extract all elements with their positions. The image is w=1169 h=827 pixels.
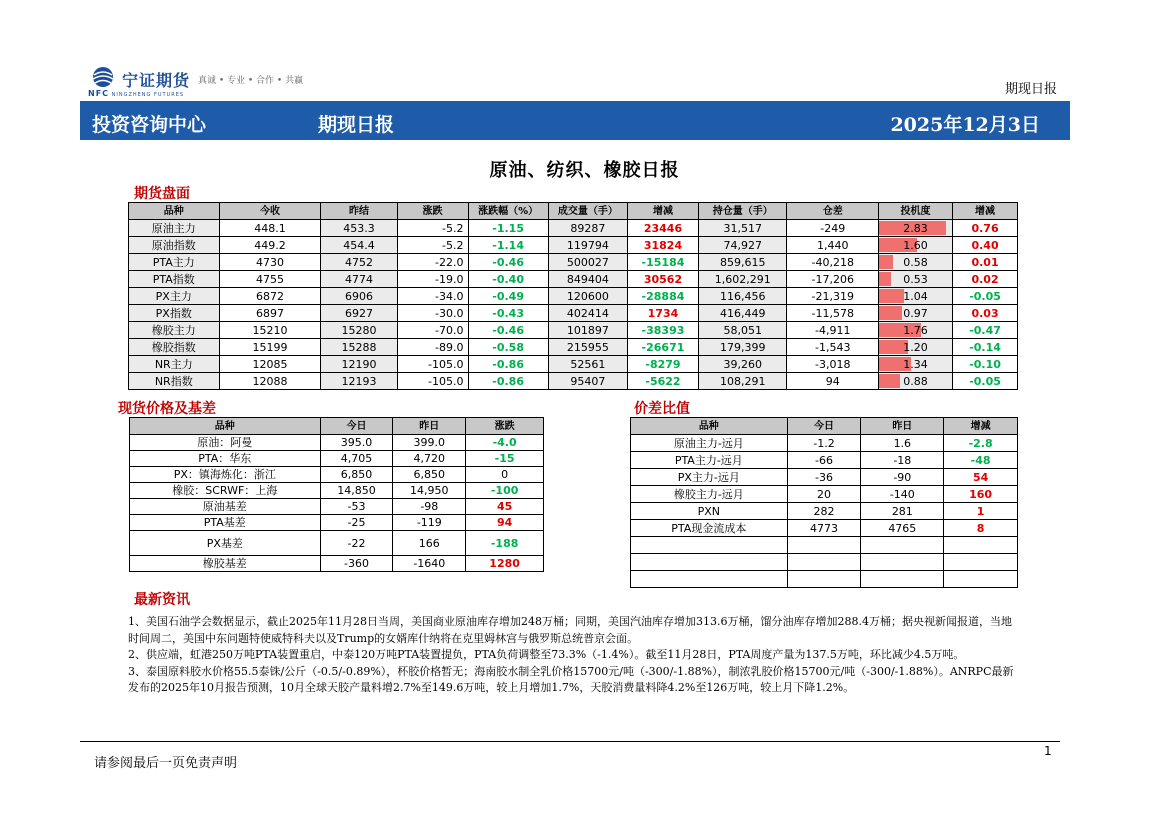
yesterday-cell: 4,720 <box>393 451 466 467</box>
spot-column-header: 品种 <box>130 418 321 435</box>
spread-name-cell: PXN <box>631 503 788 520</box>
speculation-value: 0.97 <box>903 306 928 320</box>
today-cell: 20 <box>787 486 861 503</box>
speculation-change-cell: 0.03 <box>953 305 1018 322</box>
prev-settle-cell: 12190 <box>321 356 397 373</box>
open-interest-cell: 416,449 <box>698 305 786 322</box>
futures-name-cell: PTA指数 <box>129 271 220 288</box>
empty-cell <box>787 537 861 554</box>
speculation-cell <box>879 271 953 288</box>
futures-row <box>129 288 1018 305</box>
spread-row <box>631 486 1018 503</box>
futures-row <box>129 339 1018 356</box>
speculation-value: 0.58 <box>903 255 928 269</box>
speculation-cell <box>879 356 953 373</box>
change-cell: -5.2 <box>397 237 468 254</box>
logo-name: 宁证期货 <box>122 71 191 90</box>
change-cell: -89.0 <box>397 339 468 356</box>
change-pct-cell: -1.15 <box>468 220 548 237</box>
spot-name-cell: 橡胶：SCRWF：上海 <box>130 483 321 499</box>
change-pct-cell: -0.49 <box>468 288 548 305</box>
empty-cell <box>631 537 788 554</box>
prev-settle-cell: 6906 <box>321 288 397 305</box>
close-cell: 15210 <box>219 322 321 339</box>
spot-table <box>129 417 544 572</box>
close-cell: 4730 <box>219 254 321 271</box>
open-interest-cell: 39,260 <box>698 356 786 373</box>
volume-cell: 215955 <box>548 339 627 356</box>
volume-cell: 402414 <box>548 305 627 322</box>
yesterday-cell: 399.0 <box>393 435 466 451</box>
change-cell: -188 <box>466 531 544 556</box>
today-cell: 14,850 <box>320 483 393 499</box>
volume-change-cell: 30562 <box>627 271 698 288</box>
volume-cell: 120600 <box>548 288 627 305</box>
logo-abbr: NFC <box>88 89 110 98</box>
open-interest-cell: 179,399 <box>698 339 786 356</box>
yesterday-cell: -90 <box>861 469 944 486</box>
speculation-cell <box>879 288 953 305</box>
volume-cell: 101897 <box>548 322 627 339</box>
yesterday-cell: -119 <box>393 515 466 531</box>
speculation-value: 1.04 <box>903 289 928 303</box>
change-cell: -15 <box>466 451 544 467</box>
spot-row <box>130 467 544 483</box>
speculation-value: 1.60 <box>903 238 928 252</box>
spread-empty-row <box>631 537 1018 554</box>
spread-row <box>631 435 1018 452</box>
futures-row <box>129 220 1018 237</box>
spread-name-cell: 橡胶主力-远月 <box>631 486 788 503</box>
news-section-title: 最新资讯 <box>134 592 190 608</box>
spot-row <box>130 515 544 531</box>
volume-change-cell: 1734 <box>627 305 698 322</box>
change-pct-cell: -0.46 <box>468 322 548 339</box>
yesterday-cell: 14,950 <box>393 483 466 499</box>
today-cell: 6,850 <box>320 467 393 483</box>
spot-header-row <box>130 418 544 435</box>
futures-name-cell: PX指数 <box>129 305 220 322</box>
spot-column-header: 今日 <box>320 418 393 435</box>
spot-row <box>130 435 544 451</box>
change-cell: 94 <box>466 515 544 531</box>
today-cell: -360 <box>320 556 393 572</box>
volume-cell: 95407 <box>548 373 627 390</box>
speculation-change-cell: 0.40 <box>953 237 1018 254</box>
news-item: 1、美国石油学会数据显示，截止2025年11月28日当周，美国商业原油库存增加248万桶；同期，美国汽油库存增加313.6万桶，馏分油库存增加288.4万桶；据央视新闻报道，当地时间周二，美国中东问题特使威特科夫以及Trump的女婿库什纳将在克里姆林宫与俄罗斯总统普京会面。 <box>128 615 1012 645</box>
futures-column-header: 持仓量（手） <box>698 203 786 220</box>
volume-cell: 89287 <box>548 220 627 237</box>
close-cell: 448.1 <box>219 220 321 237</box>
futures-name-cell: NR主力 <box>129 356 220 373</box>
close-cell: 15199 <box>219 339 321 356</box>
today-cell: 4773 <box>787 520 861 537</box>
change-cell: 0 <box>466 467 544 483</box>
spot-row <box>130 531 544 556</box>
today-cell: -25 <box>320 515 393 531</box>
today-cell: 4,705 <box>320 451 393 467</box>
spot-row <box>130 556 544 572</box>
spot-name-cell: PTA：华东 <box>130 451 321 467</box>
futures-row <box>129 271 1018 288</box>
oi-diff-cell: -21,319 <box>787 288 879 305</box>
futures-row <box>129 373 1018 390</box>
speculation-cell <box>879 322 953 339</box>
futures-table <box>128 202 1018 390</box>
futures-header-row <box>129 203 1018 220</box>
oi-diff-cell: 1,440 <box>787 237 879 254</box>
volume-change-cell: 31824 <box>627 237 698 254</box>
prev-settle-cell: 4774 <box>321 271 397 288</box>
spread-column-header: 品种 <box>631 418 788 435</box>
spread-row <box>631 469 1018 486</box>
change-pct-cell: -1.14 <box>468 237 548 254</box>
yesterday-cell: 4765 <box>861 520 944 537</box>
spot-column-header: 昨日 <box>393 418 466 435</box>
company-logo <box>88 66 348 96</box>
change-cell: -105.0 <box>397 373 468 390</box>
change-cell: -48 <box>944 452 1018 469</box>
doc-type-tag: 期现日报 <box>1004 82 1057 97</box>
spread-section-title: 价差比值 <box>634 401 690 417</box>
change-cell: -30.0 <box>397 305 468 322</box>
change-pct-cell: -0.86 <box>468 373 548 390</box>
today-cell: -36 <box>787 469 861 486</box>
spread-column-header: 昨日 <box>861 418 944 435</box>
speculation-change-cell: 0.02 <box>953 271 1018 288</box>
speculation-bar <box>879 306 902 320</box>
spread-name-cell: 原油主力-远月 <box>631 435 788 452</box>
speculation-cell <box>879 254 953 271</box>
futures-row <box>129 254 1018 271</box>
empty-cell <box>861 554 944 571</box>
logo-slogan: 真诚 • 专业 • 合作 • 共赢 <box>198 76 304 86</box>
yesterday-cell: 281 <box>861 503 944 520</box>
volume-change-cell: 23446 <box>627 220 698 237</box>
open-interest-cell: 58,051 <box>698 322 786 339</box>
volume-change-cell: -15184 <box>627 254 698 271</box>
banner-date: 2025年12月3日 <box>890 114 1040 136</box>
footer-disclaimer: 请参阅最后一页免责声明 <box>94 756 238 771</box>
futures-column-header: 仓差 <box>787 203 879 220</box>
change-cell: 1 <box>944 503 1018 520</box>
yesterday-cell: 1.6 <box>861 435 944 452</box>
change-pct-cell: -0.86 <box>468 356 548 373</box>
today-cell: -1.2 <box>787 435 861 452</box>
spot-name-cell: 橡胶基差 <box>130 556 321 572</box>
change-cell: -19.0 <box>397 271 468 288</box>
speculation-change-cell: -0.05 <box>953 373 1018 390</box>
empty-cell <box>787 554 861 571</box>
volume-cell: 52561 <box>548 356 627 373</box>
spread-row <box>631 503 1018 520</box>
prev-settle-cell: 453.3 <box>321 220 397 237</box>
volume-change-cell: -28884 <box>627 288 698 305</box>
futures-column-header: 涨跌幅（%） <box>468 203 548 220</box>
volume-cell: 119794 <box>548 237 627 254</box>
spread-row <box>631 520 1018 537</box>
spot-section-title: 现货价格及基差 <box>118 401 216 417</box>
change-pct-cell: -0.40 <box>468 271 548 288</box>
banner-department: 投资咨询中心 <box>92 114 207 136</box>
page-number: 1 <box>1044 744 1052 758</box>
yesterday-cell: -18 <box>861 452 944 469</box>
logo-english-name: NINGZHENG FUTURES <box>111 92 185 98</box>
change-pct-cell: -0.58 <box>468 339 548 356</box>
spot-name-cell: PX：镇海炼化：浙江 <box>130 467 321 483</box>
header-banner <box>80 101 1070 140</box>
futures-column-header: 品种 <box>129 203 220 220</box>
futures-column-header: 增减 <box>627 203 698 220</box>
yesterday-cell: 166 <box>393 531 466 556</box>
empty-cell <box>861 571 944 588</box>
spread-header-row <box>631 418 1018 435</box>
spot-name-cell: PX基差 <box>130 531 321 556</box>
footer-divider <box>80 741 1060 742</box>
oi-diff-cell: -1,543 <box>787 339 879 356</box>
close-cell: 449.2 <box>219 237 321 254</box>
speculation-cell <box>879 373 953 390</box>
futures-column-header: 今收 <box>219 203 321 220</box>
oi-diff-cell: -11,578 <box>787 305 879 322</box>
empty-cell <box>631 571 788 588</box>
change-cell: -5.2 <box>397 220 468 237</box>
yesterday-cell: -98 <box>393 499 466 515</box>
close-cell: 12088 <box>219 373 321 390</box>
change-cell: 54 <box>944 469 1018 486</box>
speculation-change-cell: -0.05 <box>953 288 1018 305</box>
open-interest-cell: 859,615 <box>698 254 786 271</box>
spot-row <box>130 451 544 467</box>
yesterday-cell: -140 <box>861 486 944 503</box>
speculation-change-cell: -0.47 <box>953 322 1018 339</box>
yesterday-cell: 6,850 <box>393 467 466 483</box>
speculation-value: 1.20 <box>903 340 928 354</box>
futures-row <box>129 305 1018 322</box>
open-interest-cell: 1,602,291 <box>698 271 786 288</box>
change-cell: -105.0 <box>397 356 468 373</box>
change-pct-cell: -0.43 <box>468 305 548 322</box>
volume-change-cell: -38393 <box>627 322 698 339</box>
futures-name-cell: 橡胶指数 <box>129 339 220 356</box>
change-cell: -70.0 <box>397 322 468 339</box>
futures-name-cell: 原油主力 <box>129 220 220 237</box>
speculation-change-cell: 0.76 <box>953 220 1018 237</box>
empty-cell <box>944 537 1018 554</box>
spot-name-cell: PTA基差 <box>130 515 321 531</box>
open-interest-cell: 116,456 <box>698 288 786 305</box>
futures-column-header: 涨跌 <box>397 203 468 220</box>
futures-row <box>129 322 1018 339</box>
speculation-value: 1.34 <box>903 357 928 371</box>
volume-change-cell: -26671 <box>627 339 698 356</box>
change-cell: -2.8 <box>944 435 1018 452</box>
volume-change-cell: -5622 <box>627 373 698 390</box>
spread-row <box>631 452 1018 469</box>
report-title: 原油、纺织、橡胶日报 <box>489 160 680 181</box>
spread-name-cell: PTA现金流成本 <box>631 520 788 537</box>
futures-column-header: 增减 <box>953 203 1018 220</box>
speculation-value: 0.88 <box>903 374 928 388</box>
futures-row <box>129 237 1018 254</box>
spot-name-cell: 原油基差 <box>130 499 321 515</box>
volume-change-cell: -8279 <box>627 356 698 373</box>
speculation-change-cell: -0.10 <box>953 356 1018 373</box>
change-cell: 1280 <box>466 556 544 572</box>
news-item: 3、泰国原料胶水价格55.5泰铢/公斤（-0.5/-0.89%），杯胶价格暂无；海南胶水制全乳价格15700元/吨（-300/-1.88%），制浓乳胶价格15700元/吨（-300/-1.88%）。ANRPC最新发布的2025年10月报告预测，10月全球天胶产量料增2.7%至149.6万吨，较上月增加1.7%，天胶消费量料降4.2%至126万吨，较上月下降1.2%。 <box>128 664 1014 694</box>
prev-settle-cell: 12193 <box>321 373 397 390</box>
futures-name-cell: 原油指数 <box>129 237 220 254</box>
prev-settle-cell: 454.4 <box>321 237 397 254</box>
spread-column-header: 增减 <box>944 418 1018 435</box>
close-cell: 6872 <box>219 288 321 305</box>
change-cell: -22.0 <box>397 254 468 271</box>
speculation-cell <box>879 220 953 237</box>
today-cell: -22 <box>320 531 393 556</box>
oi-diff-cell: 94 <box>787 373 879 390</box>
empty-cell <box>944 554 1018 571</box>
empty-cell <box>861 537 944 554</box>
spread-table <box>630 417 1018 588</box>
close-cell: 4755 <box>219 271 321 288</box>
yesterday-cell: -1640 <box>393 556 466 572</box>
news-list <box>128 614 1018 697</box>
change-cell: 8 <box>944 520 1018 537</box>
spread-name-cell: PX主力-远月 <box>631 469 788 486</box>
futures-column-header: 投机度 <box>879 203 953 220</box>
spot-row <box>130 499 544 515</box>
prev-settle-cell: 6927 <box>321 305 397 322</box>
speculation-bar <box>879 289 904 303</box>
banner-report-type: 期现日报 <box>318 114 395 136</box>
futures-name-cell: PTA主力 <box>129 254 220 271</box>
spot-column-header: 涨跌 <box>466 418 544 435</box>
spot-name-cell: 原油：阿曼 <box>130 435 321 451</box>
futures-column-header: 昨结 <box>321 203 397 220</box>
empty-cell <box>787 571 861 588</box>
open-interest-cell: 74,927 <box>698 237 786 254</box>
futures-column-header: 成交量（手） <box>548 203 627 220</box>
speculation-bar <box>879 272 891 286</box>
open-interest-cell: 31,517 <box>698 220 786 237</box>
spot-row <box>130 483 544 499</box>
speculation-cell <box>879 237 953 254</box>
today-cell: -53 <box>320 499 393 515</box>
speculation-cell <box>879 339 953 356</box>
empty-cell <box>944 571 1018 588</box>
speculation-change-cell: -0.14 <box>953 339 1018 356</box>
spread-empty-row <box>631 571 1018 588</box>
spread-empty-row <box>631 554 1018 571</box>
oi-diff-cell: -17,206 <box>787 271 879 288</box>
change-cell: -34.0 <box>397 288 468 305</box>
speculation-value: 1.76 <box>903 323 928 337</box>
today-cell: 395.0 <box>320 435 393 451</box>
spread-name-cell: PTA主力-远月 <box>631 452 788 469</box>
open-interest-cell: 108,291 <box>698 373 786 390</box>
close-cell: 6897 <box>219 305 321 322</box>
speculation-value: 2.83 <box>903 221 928 235</box>
prev-settle-cell: 15288 <box>321 339 397 356</box>
speculation-value: 0.53 <box>903 272 928 286</box>
change-cell: 45 <box>466 499 544 515</box>
change-pct-cell: -0.46 <box>468 254 548 271</box>
today-cell: -66 <box>787 452 861 469</box>
oi-diff-cell: -249 <box>787 220 879 237</box>
volume-cell: 849404 <box>548 271 627 288</box>
empty-cell <box>631 554 788 571</box>
oi-diff-cell: -40,218 <box>787 254 879 271</box>
volume-cell: 500027 <box>548 254 627 271</box>
speculation-bar <box>879 255 893 269</box>
futures-name-cell: NR指数 <box>129 373 220 390</box>
spread-column-header: 今日 <box>787 418 861 435</box>
prev-settle-cell: 4752 <box>321 254 397 271</box>
speculation-cell <box>879 305 953 322</box>
today-cell: 282 <box>787 503 861 520</box>
speculation-change-cell: 0.01 <box>953 254 1018 271</box>
change-cell: 160 <box>944 486 1018 503</box>
speculation-bar <box>879 374 900 388</box>
oi-diff-cell: -4,911 <box>787 322 879 339</box>
prev-settle-cell: 15280 <box>321 322 397 339</box>
futures-row <box>129 356 1018 373</box>
futures-section-title: 期货盘面 <box>134 186 190 202</box>
news-item: 2、供应端，虹港250万吨PTA装置重启，中泰120万吨PTA装置提负，PTA负荷调整至73.3%（-1.4%）。截至11月28日，PTA周度产量为137.5万吨，环比减少4.5万吨。 <box>128 648 965 661</box>
futures-name-cell: PX主力 <box>129 288 220 305</box>
change-cell: -4.0 <box>466 435 544 451</box>
futures-name-cell: 橡胶主力 <box>129 322 220 339</box>
close-cell: 12085 <box>219 356 321 373</box>
oi-diff-cell: -3,018 <box>787 356 879 373</box>
change-cell: -100 <box>466 483 544 499</box>
